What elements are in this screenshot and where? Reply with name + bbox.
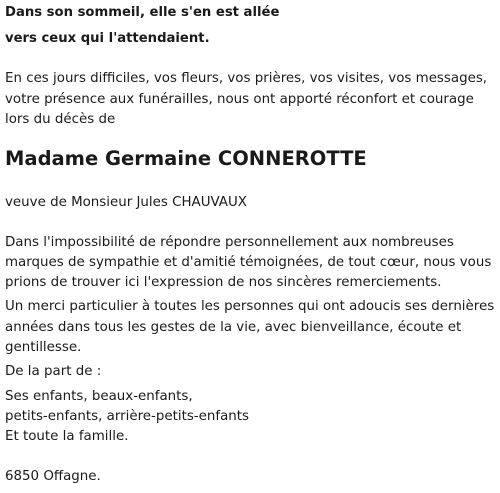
special-thanks-line-2: années dans tous les gestes de la vie, avec bienveillance, écoute et [5,320,462,335]
widow-of: veuve de Monsieur Jules CHAUVAUX [5,195,247,210]
family-line-3: Et toute la famille. [5,429,129,444]
deceased-name: Madame Germaine CONNEROTTE [5,147,367,170]
thanks-line-3: prions de trouver ici l'expression de nos sincères remerciements. [5,275,442,290]
family-line-2: petits-enfants, arrière-petits-enfants [5,409,249,424]
family-line-1: Ses enfants, beaux-enfants, [5,389,193,404]
intro-line-3: lors du décès de [5,112,116,127]
intro-line-1: En ces jours difficiles, vos fleurs, vos prières, vos visites, vos messages, [5,71,488,86]
epitaph-line-1: Dans son sommeil, elle s'en est allée [5,5,280,20]
from-label: De la part de : [5,364,102,379]
epitaph-line-2: vers ceux qui l'attendaient. [5,31,210,46]
special-thanks-line-3: gentillesse. [5,340,82,355]
intro-line-2: votre présence aux funérailles, nous ont apporté réconfort et courage [5,92,474,107]
location: 6850 Offagne. [5,469,101,484]
thanks-line-2: marques de sympathie et d'amitié témoignées, de tout cœur, nous vous [5,255,492,270]
special-thanks-line-1: Un merci particulier à toutes les personnes qui ont adoucis ses dernières [5,299,495,314]
thanks-line-1: Dans l'impossibilité de répondre personnellement aux nombreuses [5,235,454,250]
